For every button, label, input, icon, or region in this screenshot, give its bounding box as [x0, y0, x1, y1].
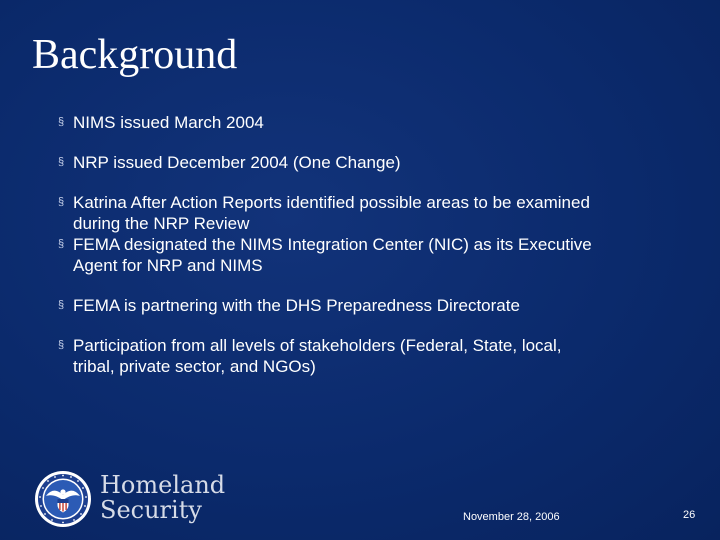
dhs-seal-icon: [34, 470, 92, 528]
bullet-marker-icon: §: [58, 339, 65, 351]
bullet-text-line: FEMA designated the NIMS Integration Center (NIC) as its Executive: [73, 235, 592, 254]
bullet-item: [58, 152, 698, 173]
bullet-marker-icon: §: [58, 116, 65, 128]
bullet-text: NRP issued December 2004 (One Change): [73, 153, 401, 172]
bullet-marker-icon: §: [58, 196, 65, 208]
slide-title: Background: [32, 32, 238, 78]
bullet-marker-icon: §: [58, 238, 65, 250]
footer-date: November 28, 2006: [463, 511, 560, 523]
logo-wordmark: [100, 473, 225, 523]
bullet-item: [58, 192, 698, 234]
bullet-text-line: during the NRP Review: [73, 214, 250, 233]
bullet-text-line: tribal, private sector, and NGOs): [73, 357, 316, 376]
page-number: 26: [683, 509, 696, 521]
bullet-list: [58, 112, 698, 377]
bullet-item: [58, 295, 698, 316]
bullet-item: [58, 335, 698, 377]
bullet-text-line: Agent for NRP and NIMS: [73, 256, 263, 275]
bullet-item: [58, 234, 698, 276]
bullet-marker-icon: §: [58, 299, 65, 311]
bullet-item: [58, 112, 698, 133]
logo-line-security: Security: [100, 496, 202, 524]
logo-line-homeland: Homeland: [100, 471, 226, 499]
bullet-text-line: Participation from all levels of stakeholders (Federal, State, local,: [73, 336, 562, 355]
bullet-text: FEMA is partnering with the DHS Preparedness Directorate: [73, 296, 520, 315]
bullet-text: NIMS issued March 2004: [73, 113, 264, 132]
bullet-text-line: Katrina After Action Reports identified possible areas to be examined: [73, 193, 590, 212]
bullet-marker-icon: §: [58, 156, 65, 168]
dhs-logo: [34, 470, 234, 530]
